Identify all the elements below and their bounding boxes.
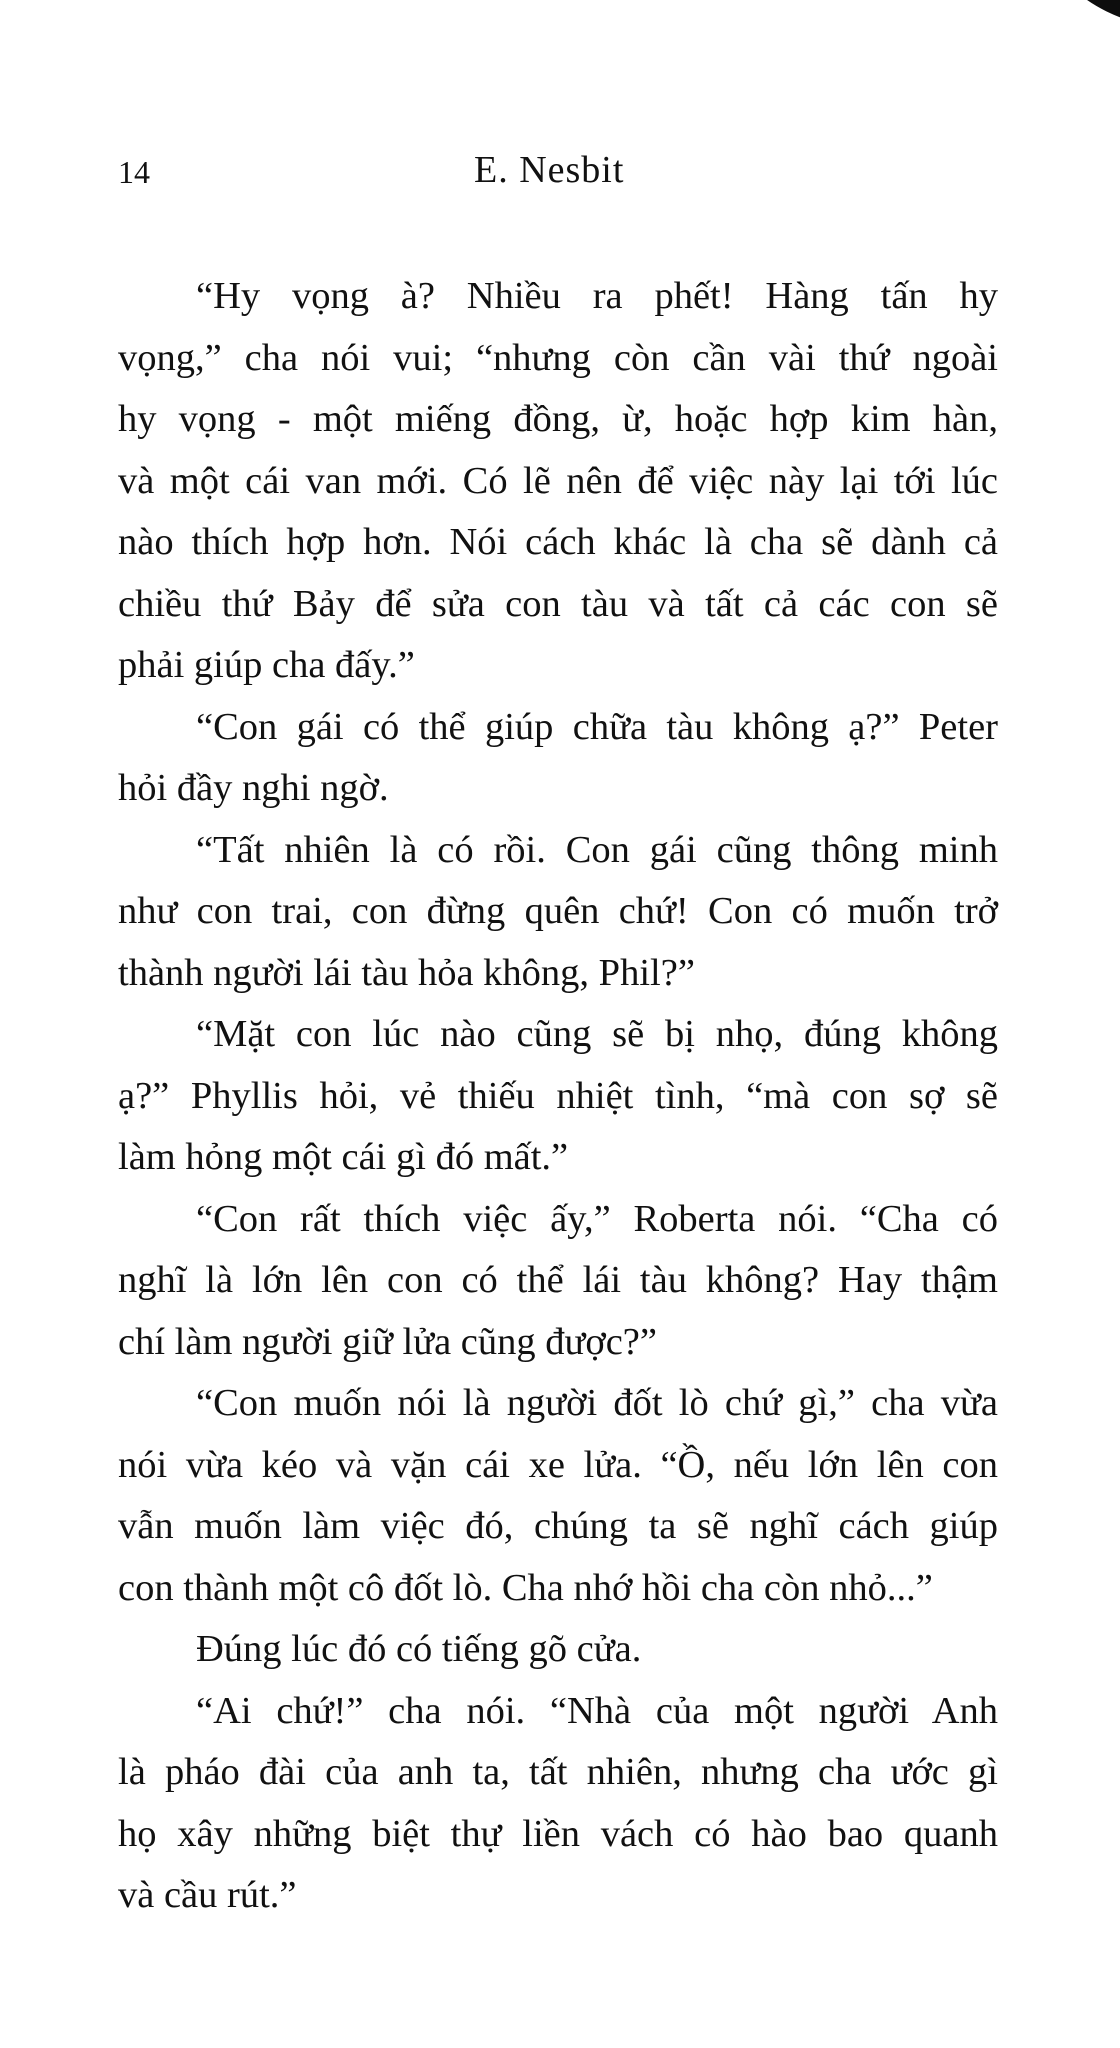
page-number: 14 bbox=[118, 154, 150, 190]
text-line: hy vọng - một miếng đồng, ừ, hoặc hợp kim hàn, bbox=[118, 398, 998, 440]
text-line: và một cái van mới. Có lẽ nên để việc này lại tới lúc bbox=[118, 459, 998, 502]
text-line: nói vừa kéo và vặn cái xe lửa. “Ồ, nếu lớn lên con bbox=[118, 1443, 998, 1486]
text-line: “Con gái có thể giúp chữa tàu không ạ?” Peter bbox=[196, 705, 998, 748]
body-text bbox=[118, 266, 998, 1927]
paragraph bbox=[118, 1189, 998, 1374]
paragraph bbox=[118, 1004, 998, 1189]
text-line: vẫn muốn làm việc đó, chúng ta sẽ nghĩ cách giúp bbox=[118, 1505, 998, 1547]
text-line: vọng,” cha nói vui; “nhưng còn cần vài thứ ngoài bbox=[118, 336, 998, 379]
running-head-author: E. Nesbit bbox=[474, 149, 625, 191]
text-line: nghĩ là lớn lên con có thể lái tàu không? Hay thậm bbox=[118, 1259, 998, 1301]
text-line: thành người lái tàu hỏa không, Phil?” bbox=[118, 951, 695, 994]
text-line: phải giúp cha đấy.” bbox=[118, 644, 415, 686]
paragraph bbox=[118, 1619, 998, 1681]
text-line: nào thích hợp hơn. Nói cách khác là cha sẽ dành cả bbox=[118, 521, 998, 563]
text-line: làm hỏng một cái gì đó mất.” bbox=[118, 1136, 569, 1178]
text-line: “Con rất thích việc ấy,” Roberta nói. “Cha có bbox=[196, 1197, 998, 1240]
text-line: “Con muốn nói là người đốt lò chứ gì,” cha vừa bbox=[196, 1382, 998, 1424]
text-line: chí làm người giữ lửa cũng được?” bbox=[118, 1320, 657, 1363]
paragraph bbox=[118, 820, 998, 1005]
text-line: ạ?” Phyllis hỏi, vẻ thiếu nhiệt tình, “mà con sợ sẽ bbox=[118, 1074, 998, 1117]
text-line: “Mặt con lúc nào cũng sẽ bị nhọ, đúng không bbox=[196, 1013, 998, 1055]
text-line: con thành một cô đốt lò. Cha nhớ hồi cha còn nhỏ...” bbox=[118, 1566, 933, 1609]
text-line: như con trai, con đừng quên chứ! Con có muốn trở bbox=[118, 890, 998, 932]
text-line: họ xây những biệt thự liền vách có hào bao quanh bbox=[118, 1812, 998, 1855]
page-header bbox=[118, 138, 998, 208]
text-line: “Hy vọng à? Nhiều ra phết! Hàng tấn hy bbox=[196, 275, 998, 317]
paragraph bbox=[118, 266, 998, 697]
text-line: “Ai chứ!” cha nói. “Nhà của một người Anh bbox=[196, 1689, 998, 1732]
book-page bbox=[118, 138, 998, 1927]
text-line: chiều thứ Bảy để sửa con tàu và tất cả các con sẽ bbox=[118, 582, 998, 625]
paragraph bbox=[118, 697, 998, 820]
text-line: và cầu rút.” bbox=[118, 1874, 297, 1916]
text-line: là pháo đài của anh ta, tất nhiên, nhưng cha ước gì bbox=[118, 1751, 998, 1793]
paragraph bbox=[118, 1681, 998, 1927]
text-line: Đúng lúc đó có tiếng gõ cửa. bbox=[196, 1628, 642, 1670]
text-line: “Tất nhiên là có rồi. Con gái cũng thông minh bbox=[196, 828, 998, 871]
page-corner-shadow bbox=[1040, 0, 1120, 30]
text-line: hỏi đầy nghi ngờ. bbox=[118, 767, 389, 809]
paragraph bbox=[118, 1373, 998, 1619]
